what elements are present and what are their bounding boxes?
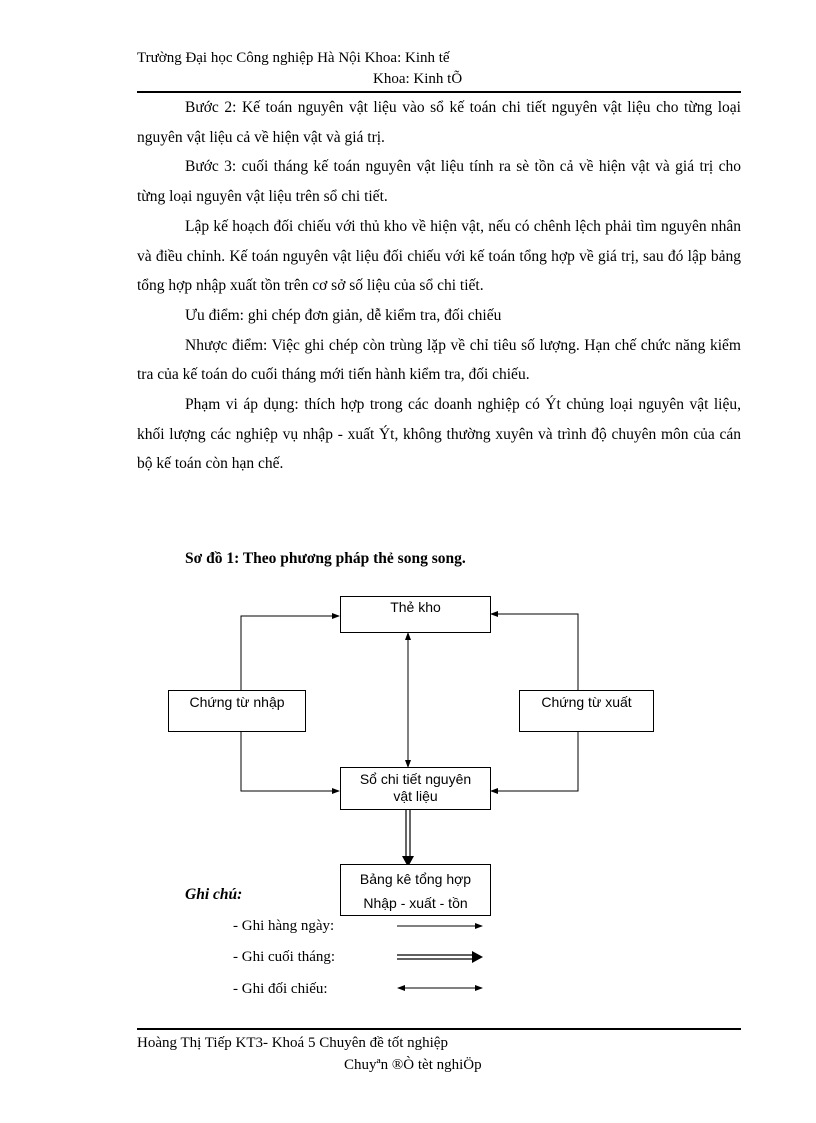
box-bang-ke-line-1: Bảng kê tổng hợp — [359, 871, 472, 887]
paragraph-advantages: Ưu điểm: ghi chép đơn giản, dễ kiểm tra, đối chiếu — [185, 306, 502, 324]
box-chung-tu-nhap-label: Chứng từ nhập — [189, 694, 285, 710]
arrow-xuat-to-sochitiet — [491, 732, 578, 791]
footer-line-1: Hoàng Thị Tiếp KT3- Khoá 5 Chuyên đề tốt nghiệp — [137, 1035, 448, 1051]
footer-rule — [137, 1028, 741, 1030]
box-the-kho — [340, 596, 491, 633]
paragraph-reconcile: Lập kế hoạch đối chiếu với thủ kho về hiện vật, nếu có chênh lệch phải tìm nguyên nhân và điều chỉnh. Kế toán nguyên vật liệu đối chiếu với kế toán tổng hợp về giá trị, sau đó lập bảng tổng hợp nhập xuất tồn trên cơ sở số liệu của sổ chi tiết. — [137, 217, 741, 295]
box-bang-ke — [340, 864, 491, 916]
paragraph-step-3: Bước 3: cuối tháng kế toán nguyên vật liệu tính ra sè tồn cả về hiện vật và giá trị cho từng loại nguyên vật liệu trên sổ chi tiết. — [137, 158, 741, 206]
arrow-nhap-to-thekho — [241, 616, 339, 690]
footer-line-2: Chuyªn ®Ò tèt nghiÖp — [344, 1057, 482, 1073]
header-line-2: Khoa: Kinh tÕ — [373, 71, 463, 87]
legend-title: Ghi chú: — [185, 886, 243, 903]
legend-item-reconcile: - Ghi đối chiếu: — [233, 981, 328, 997]
box-chung-tu-xuat-label: Chứng từ xuất — [541, 694, 632, 710]
arrow-nhap-to-sochitiet — [241, 732, 339, 791]
box-so-chi-tiet — [340, 767, 491, 810]
paragraph-scope: Phạm vi áp dụng: thích hợp trong các doanh nghiệp có Ýt chủng loại nguyên vật liệu, khối lượng các nghiệp vụ nhập - xuất Ýt, không thường xuyên và trình độ chuyên môn của cán bộ kế toán còn hạn chế. — [137, 396, 741, 473]
box-bang-ke-line-2: Nhập - xuất - tồn — [363, 895, 468, 911]
box-so-chi-tiet-line-1: Sổ chi tiết nguyên — [359, 771, 472, 787]
paragraph-step-2: Bước 2: Kế toán nguyên vật liệu vào sổ kế toán chi tiết nguyên vật liệu cho từng loại nguyên vật liệu cả về hiện vật và giá trị. — [137, 99, 741, 146]
arrow-xuat-to-thekho — [491, 614, 578, 690]
box-the-kho-label: Thẻ kho — [390, 599, 441, 615]
box-chung-tu-xuat — [519, 690, 654, 732]
legend-item-monthly: - Ghi cuối tháng: — [233, 949, 336, 965]
body-text — [137, 93, 741, 479]
paragraph-disadvantages: Nhược điểm: Việc ghi chép còn trùng lặp về chỉ tiêu số lượng. Hạn chế chức năng kiểm tra của kế toán do cuối tháng mới tiến hành kiểm tra, đối chiếu. — [137, 336, 741, 384]
header-line-1: Trường Đại học Công nghiệp Hà Nội Khoa: Kinh tế — [137, 50, 450, 66]
box-so-chi-tiet-line-2: vật liệu — [393, 788, 438, 804]
diagram-title: Sơ đồ 1: Theo phương pháp thẻ song song. — [185, 550, 466, 567]
box-chung-tu-nhap — [168, 690, 306, 732]
legend-monthly-arrow-head — [472, 951, 483, 963]
legend-item-daily: - Ghi hàng ngày: — [233, 918, 335, 934]
